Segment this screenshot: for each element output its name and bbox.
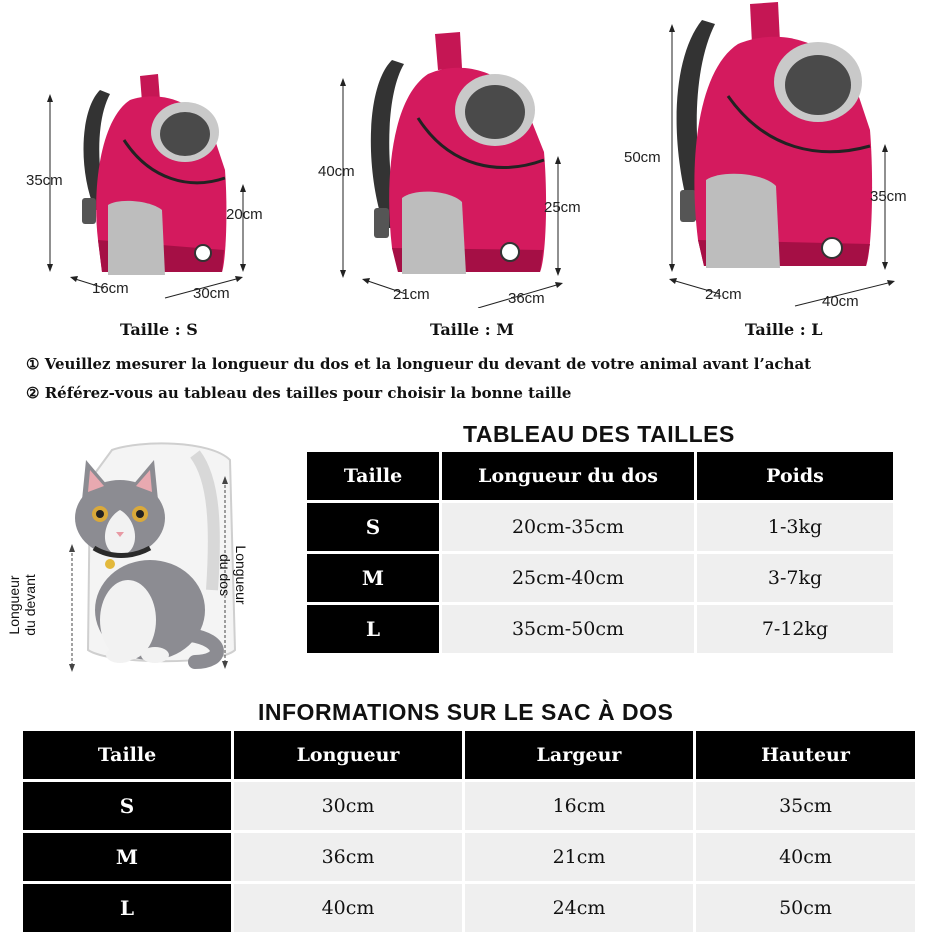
bag-table-cell: L [23,884,231,932]
bag-s-height: 35cm [26,172,63,189]
bag-table-row [23,884,915,932]
backpack-large-illustration [620,0,941,310]
note-1 [26,355,811,373]
bag-l-front-height: 35cm [870,188,907,205]
bag-l-height: 50cm [624,149,661,166]
bag-s-width: 16cm [92,280,129,297]
backpack-medium-illustration [310,28,610,308]
size-table-cell: 35cm-50cm [442,605,694,653]
bag-table-title: INFORMATIONS SUR LE SAC À DOS [258,699,674,725]
size-table-header-row [307,452,893,500]
front-length-label-line1: Longueur [6,575,22,635]
bag-table-cell: 16cm [465,782,693,830]
size-table-cell: S [307,503,439,551]
size-table-header: Longueur du dos [442,452,694,500]
size-table-row [307,503,893,551]
bag-table-header: Longueur [234,731,462,779]
back-length-label-line2: du dos [217,553,233,597]
bag-table-cell: 50cm [696,884,915,932]
size-table [304,449,896,656]
size-table-title: TABLEAU DES TAILLES [463,421,735,447]
bag-s-front-height: 20cm [226,206,263,223]
note-2 [26,384,571,402]
front-length-label [6,565,38,645]
bag-l-depth: 40cm [822,293,859,310]
size-table-row [307,605,893,653]
note-1-marker: ① [26,355,40,373]
bag-table-cell: 40cm [234,884,462,932]
size-table-cell: 3-7kg [697,554,893,602]
bag-s-depth: 30cm [193,285,230,302]
back-length-label-line1: Longueur [233,545,249,605]
bag-s-size-label: Taille : S [120,320,198,339]
front-length-label-line2: du devant [22,574,38,636]
bag-table-header: Taille [23,731,231,779]
bag-table-cell: 24cm [465,884,693,932]
bag-m-width: 21cm [393,286,430,303]
bag-table-cell: 36cm [234,833,462,881]
size-table-cell: 20cm-35cm [442,503,694,551]
bag-l-size-label: Taille : L [745,320,823,339]
size-table-header: Poids [697,452,893,500]
bag-table-cell: 40cm [696,833,915,881]
bag-table-header-row [23,731,915,779]
bag-table-row [23,833,915,881]
bag-table-cell: 21cm [465,833,693,881]
bag-table-header: Hauteur [696,731,915,779]
size-table-cell: 7-12kg [697,605,893,653]
size-table-cell: M [307,554,439,602]
back-length-label [217,545,249,605]
note-2-text: Référez-vous au tableau des tailles pour choisir la bonne taille [44,384,572,402]
bag-table-cell: 35cm [696,782,915,830]
bag-table [20,728,918,935]
bag-table-row [23,782,915,830]
bag-l-width: 24cm [705,286,742,303]
size-table-cell: L [307,605,439,653]
bag-m-front-height: 25cm [544,199,581,216]
size-table-cell: 1-3kg [697,503,893,551]
bag-table-cell: M [23,833,231,881]
size-table-header: Taille [307,452,439,500]
size-table-row [307,554,893,602]
note-1-text: Veuillez mesurer la longueur du dos et la longueur du devant de votre animal avant l’achat [44,355,812,373]
note-2-marker: ② [26,384,40,402]
bag-table-cell: S [23,782,231,830]
bag-m-height: 40cm [318,163,355,180]
bag-table-cell: 30cm [234,782,462,830]
size-table-cell: 25cm-40cm [442,554,694,602]
bag-m-depth: 36cm [508,290,545,307]
bag-m-size-label: Taille : M [430,320,514,339]
bag-table-header: Largeur [465,731,693,779]
